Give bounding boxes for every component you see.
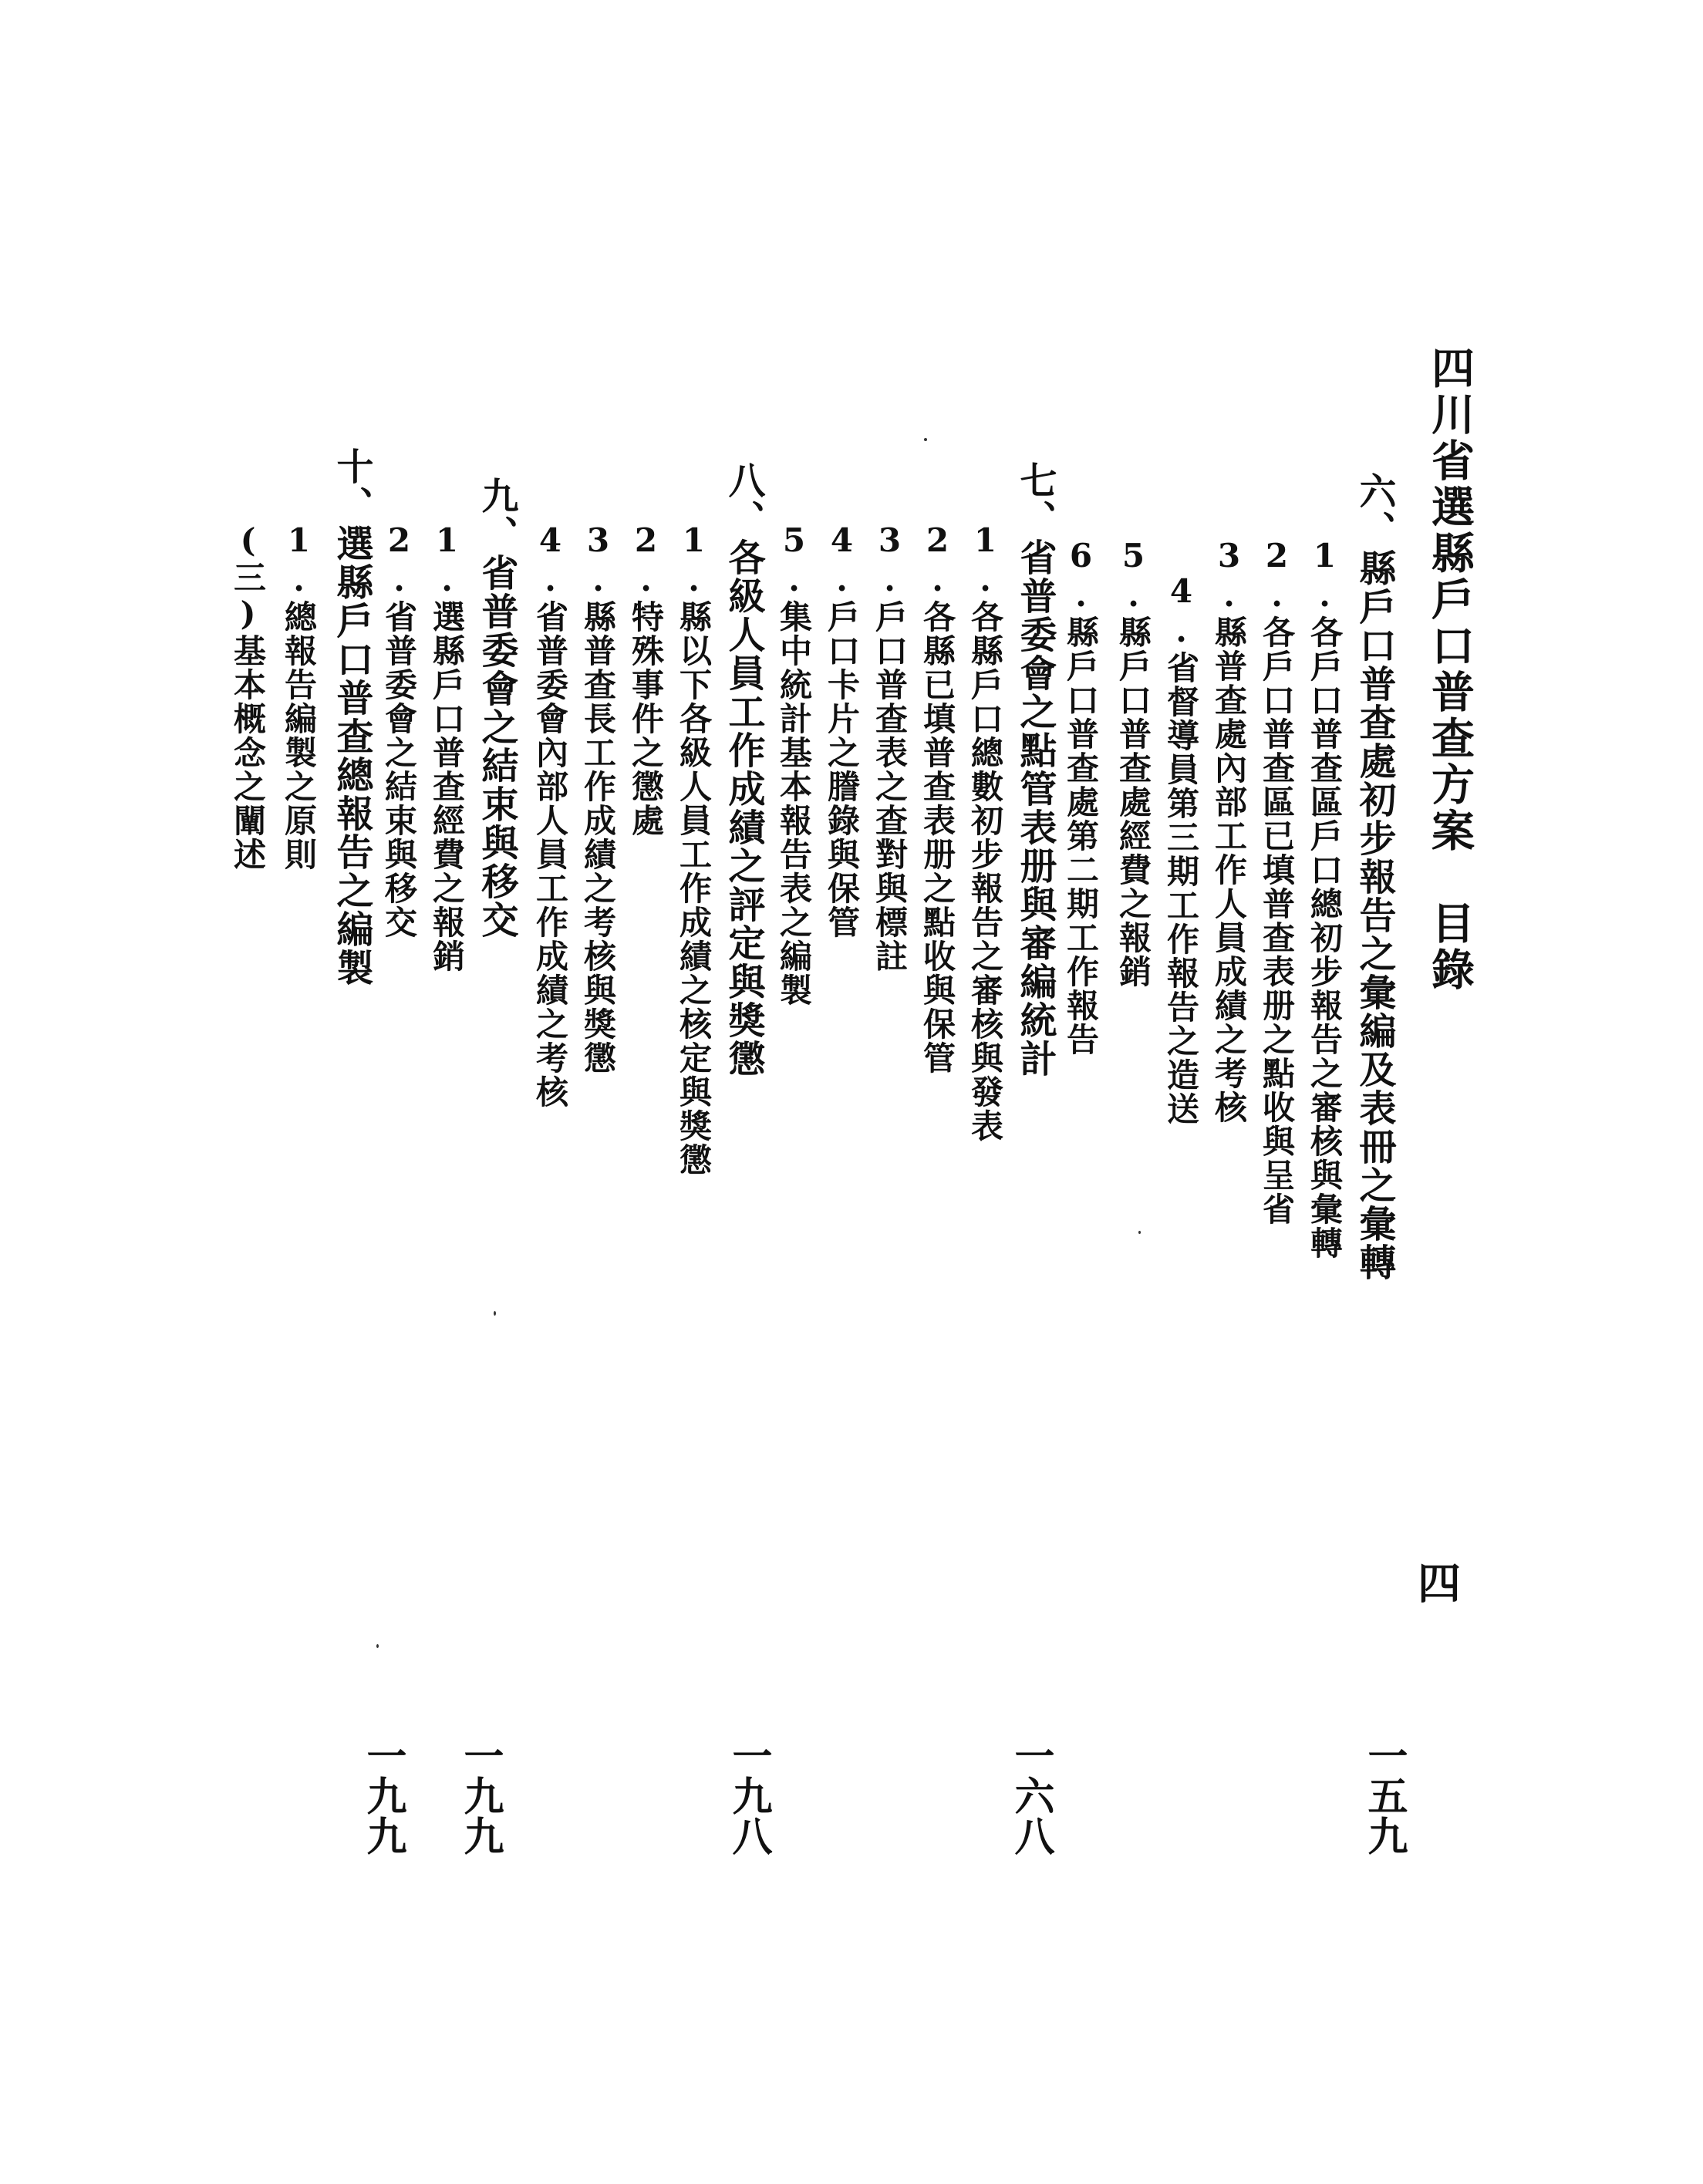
toc-item-8-3: 3.縣普查長工作成績之考核與獎懲 [579, 521, 617, 1075]
page-ref-8: 一九八 [725, 1735, 772, 1855]
toc-item-6-6: 6.縣戶口普查處第二期工作報告 [1062, 537, 1100, 1057]
scan-speck [1138, 1231, 1141, 1234]
toc-section-10: 十、選縣戶口普查總報告之編製 [330, 447, 373, 987]
toc-item-6-2: 2.各戶口普查區已填普查表册之點收與呈省 [1258, 537, 1296, 1226]
toc-section-6: 六、縣戶口普查處初步報告之彙編及表冊之彙轉 [1353, 472, 1396, 1282]
toc-item-6-1: 1.各戶口普查區戶口總初步報告之審核與彙轉 [1306, 537, 1344, 1260]
toc-item-7-2: 2.各縣已填普查表册之點收與保管 [919, 521, 956, 1075]
toc-section-7: 七、省普委會之點管表册與審編統計 [1013, 461, 1057, 1078]
toc-item-8-2: 2.特殊事件之懲處 [627, 521, 665, 838]
page-ref-10: 一九九 [359, 1735, 406, 1855]
toc-item-8-1: 1.縣以下各級人員工作成績之核定與獎懲 [675, 521, 713, 1177]
toc-item-9-2: 2.省普委會之結束與移交 [380, 521, 418, 939]
scan-speck [376, 1644, 379, 1648]
toc-item-10-2: (三)基本概念之闡述 [229, 521, 267, 871]
toc-section-8: 八、各級人員工作成績之評定與獎懲 [722, 461, 765, 1078]
page-title: 四川省選縣戶口普查方案 目錄 [1425, 345, 1475, 993]
toc-item-6-5: 5.縣戶口普查處經費之報銷 [1115, 537, 1152, 989]
toc-section-9: 九、省普委會之結束與移交 [475, 477, 518, 939]
page-ref-6: 一五九 [1361, 1735, 1408, 1855]
toc-item-7-1: 1.各縣戶口總數初步報告之審核與發表 [966, 521, 1004, 1143]
toc-item-9-1: 1.選縣戶口普查經費之報銷 [428, 521, 466, 973]
toc-item-10-1: 1.總報告編製之原則 [280, 521, 318, 871]
scan-speck [494, 1311, 496, 1316]
scan-speck [924, 438, 927, 441]
toc-item-7-5: 5.集中統計基本報告表之編製 [775, 521, 813, 1007]
page-ref-9: 一九九 [457, 1735, 504, 1855]
folio-number: 四 [1418, 1559, 1461, 1609]
toc-item-6-3: 3.縣普查處內部工作人員成績之考核 [1210, 537, 1248, 1124]
toc-item-7-3: 3.戶口普查表之查對與標註 [871, 521, 909, 973]
toc-item-7-4: 4.戶口卡片之謄錄與保管 [823, 521, 861, 939]
toc-item-8-4: 4.省普委會內部人員工作成績之考核 [531, 521, 569, 1109]
toc-item-6-4: 4.省督導員第三期工作報告之造送 [1162, 572, 1200, 1126]
page-ref-7: 一六八 [1007, 1735, 1054, 1855]
